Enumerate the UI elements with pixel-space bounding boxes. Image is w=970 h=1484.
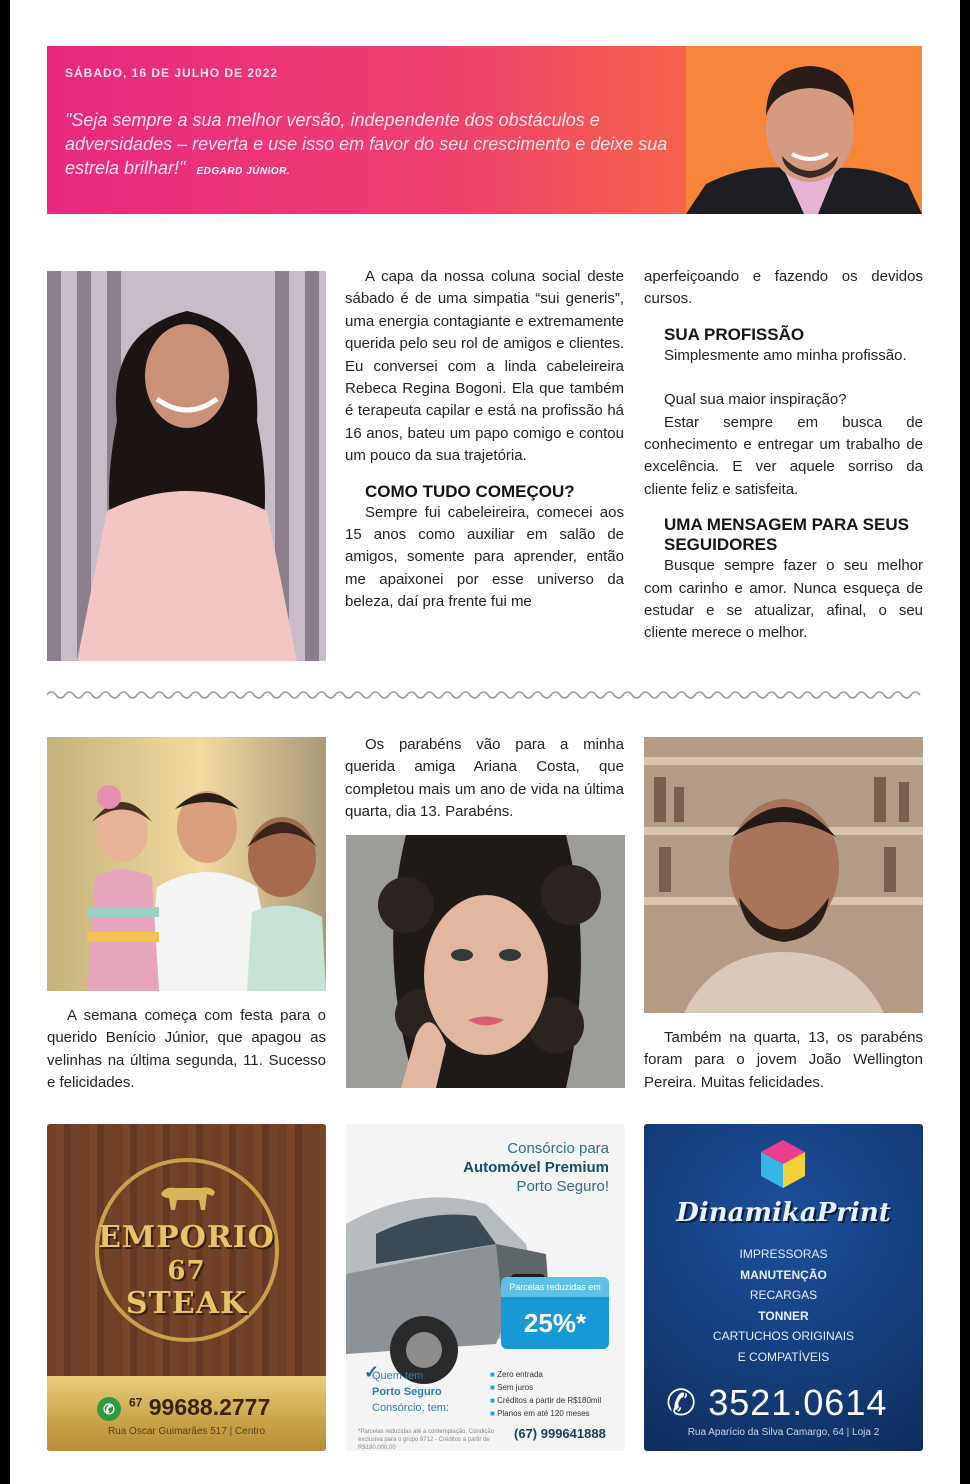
service-item: RECARGAS <box>749 1288 818 1302</box>
quote-author: EDGARD JÚNIOR. <box>196 166 291 177</box>
car-ad-benefits-intro <box>372 1368 449 1416</box>
steak-ddd: 67 <box>129 1395 143 1410</box>
cube-logo-icon <box>757 1138 809 1190</box>
caption-joao <box>644 1027 923 1094</box>
steak-title-line3: STEAK <box>125 1286 248 1321</box>
service-item: E COMPATÍVEIS <box>737 1349 830 1364</box>
answer-profession: Simplesmente amo minha profissão. <box>664 346 907 364</box>
car-ad-phone[interactable]: (67) 999641888 <box>514 1426 606 1441</box>
discount-badge <box>501 1277 609 1349</box>
article-column-3 <box>644 266 923 645</box>
section-divider <box>47 688 923 702</box>
benefit-item: ■ Planos em até 120 meses <box>490 1409 590 1418</box>
phone-icon: ✆ <box>666 1382 698 1423</box>
steak-title-line1: EMPORIO <box>98 1220 275 1255</box>
print-services-list <box>644 1244 923 1367</box>
ad-dinamika-print[interactable] <box>644 1124 923 1451</box>
car-ad-title-3: Porto Seguro! <box>516 1178 609 1195</box>
issue-date: SÁBADO, 16 DE JULHO DE 2022 <box>65 66 279 80</box>
discount-label: Parcelas reduzidas em <box>501 1277 609 1297</box>
print-phone-number: 3521.0614 <box>708 1382 888 1423</box>
article-intro: A capa da nossa coluna social deste sábado é de uma simpatia “sui generis”, uma energia contagiante e extremamente querida pelo seu rol de amigos e clientes. Eu conversei com a linda cabeleireira Rebeca Regina Bogoni. Ela que também é terapeuta capilar e está na profissão há 16 anos, bateu um papo comigo e contou um pouco da sua trajetória. <box>345 268 624 465</box>
column-header-banner <box>47 46 922 214</box>
car-ad-title-1: Consórcio para <box>507 1140 609 1157</box>
service-item: IMPRESSORAS <box>739 1247 828 1261</box>
answer-inspiration: Estar sempre em busca de conhecimento e entregar um trabalho de excelência. E ver aquele sorriso da cliente feliz e satisfeita. <box>644 413 923 498</box>
heading-how-it-started: COMO TUDO COMEÇOU? <box>365 481 575 501</box>
caption-ariana <box>345 734 624 824</box>
heading-profession: SUA PROFISSÃO <box>664 324 805 344</box>
photo-joao-wellington <box>644 737 923 1013</box>
print-address: Rua Aparício da Silva Camargo, 64 | Loja 2 <box>687 1427 880 1438</box>
dinamika-logo-text: DinamikaPrint <box>676 1198 891 1228</box>
discount-value: 25%* <box>501 1297 609 1349</box>
newspaper-page <box>10 0 960 1484</box>
benefits-line-3: Consórcio, tem: <box>372 1402 450 1414</box>
car-ad-footnote: *Parcelas reduzidas até a contemplação. Condição exclusiva para o grupo 9712 - Créditos a partir de R$180.000,00 <box>358 1429 495 1451</box>
caption-joao-text: Também na quarta, 13, os parabéns foram para o jovem João Wellington Pereira. Muitas felicidades. <box>644 1029 923 1091</box>
steak-phone-number: 99688.2777 <box>148 1394 271 1420</box>
benefits-line-2: Porto Seguro <box>372 1386 442 1398</box>
ad-emporio-steak[interactable] <box>47 1124 326 1451</box>
question-inspiration: Qual sua maior inspiração? <box>664 391 847 409</box>
article-column-2 <box>345 266 624 614</box>
print-phone[interactable] <box>666 1382 887 1424</box>
answer-how-it-started-continued: aperfeiçoando e fazendo os devidos cursos. <box>644 268 923 308</box>
steak-phone[interactable] <box>97 1394 270 1421</box>
ad-porto-seguro-consorcio[interactable] <box>346 1124 625 1451</box>
steak-address: Rua Oscar Guimarães 517 | Centro <box>107 1426 266 1437</box>
quote-text: "Seja sempre a sua melhor versão, independente dos obstáculos e adversidades – reverta e use isso em favor do seu crescimento e deixe sua estrela brilhar!" <box>65 110 668 178</box>
service-item: TONNER <box>758 1308 809 1323</box>
steak-title-line2: 67 <box>167 1256 206 1286</box>
photo-benicio-family <box>47 737 326 991</box>
whatsapp-icon: ✆ <box>97 1397 121 1421</box>
bull-icon <box>155 1180 219 1216</box>
benefits-line-1: Quem tem <box>372 1370 424 1382</box>
service-item: CARTUCHOS ORIGINAIS <box>712 1329 855 1343</box>
checkmark-icon: ✓ <box>364 1362 380 1382</box>
car-ad-title-2: Automóvel Premium <box>463 1159 609 1176</box>
photo-ariana-costa <box>346 835 625 1088</box>
car-ad-heading <box>463 1140 609 1195</box>
caption-benicio-text: A semana começa com festa para o querido Benício Júnior, que apagou as velinhas na última segunda, 11. Sucesso e felicidades. <box>47 1007 326 1092</box>
benefit-item: ■ Créditos a partir de R$180mil <box>490 1396 601 1405</box>
service-item: MANUTENÇÃO <box>740 1267 827 1282</box>
benefit-item: ■ Zero entrada <box>490 1370 543 1379</box>
caption-ariana-text: Os parabéns vão para a minha querida amiga Ariana Costa, que completou mais um ano de vida na última quarta, dia 13. Parabéns. <box>345 736 624 821</box>
feature-photo-rebeca <box>47 271 326 661</box>
benefit-item: ■ Sem juros <box>490 1383 533 1392</box>
answer-message: Busque sempre fazer o seu melhor com carinho e amor. Nunca esqueça de estudar e se atualizar, afinal, o seu cliente merece o melhor. <box>644 557 923 642</box>
caption-benicio <box>47 1005 326 1095</box>
columnist-photo <box>686 46 922 214</box>
columnist-quote <box>65 108 675 184</box>
answer-how-it-started: Sempre fui cabeleireira, comecei aos 15 anos como auxiliar em salão de amigos, somente para aprender, então me apaixonei por esse universo da beleza, daí pra frente fui me <box>345 503 624 611</box>
heading-message: UMA MENSAGEM PARA SEUS SEGUIDORES <box>664 515 909 555</box>
car-ad-benefits-list <box>490 1368 601 1420</box>
